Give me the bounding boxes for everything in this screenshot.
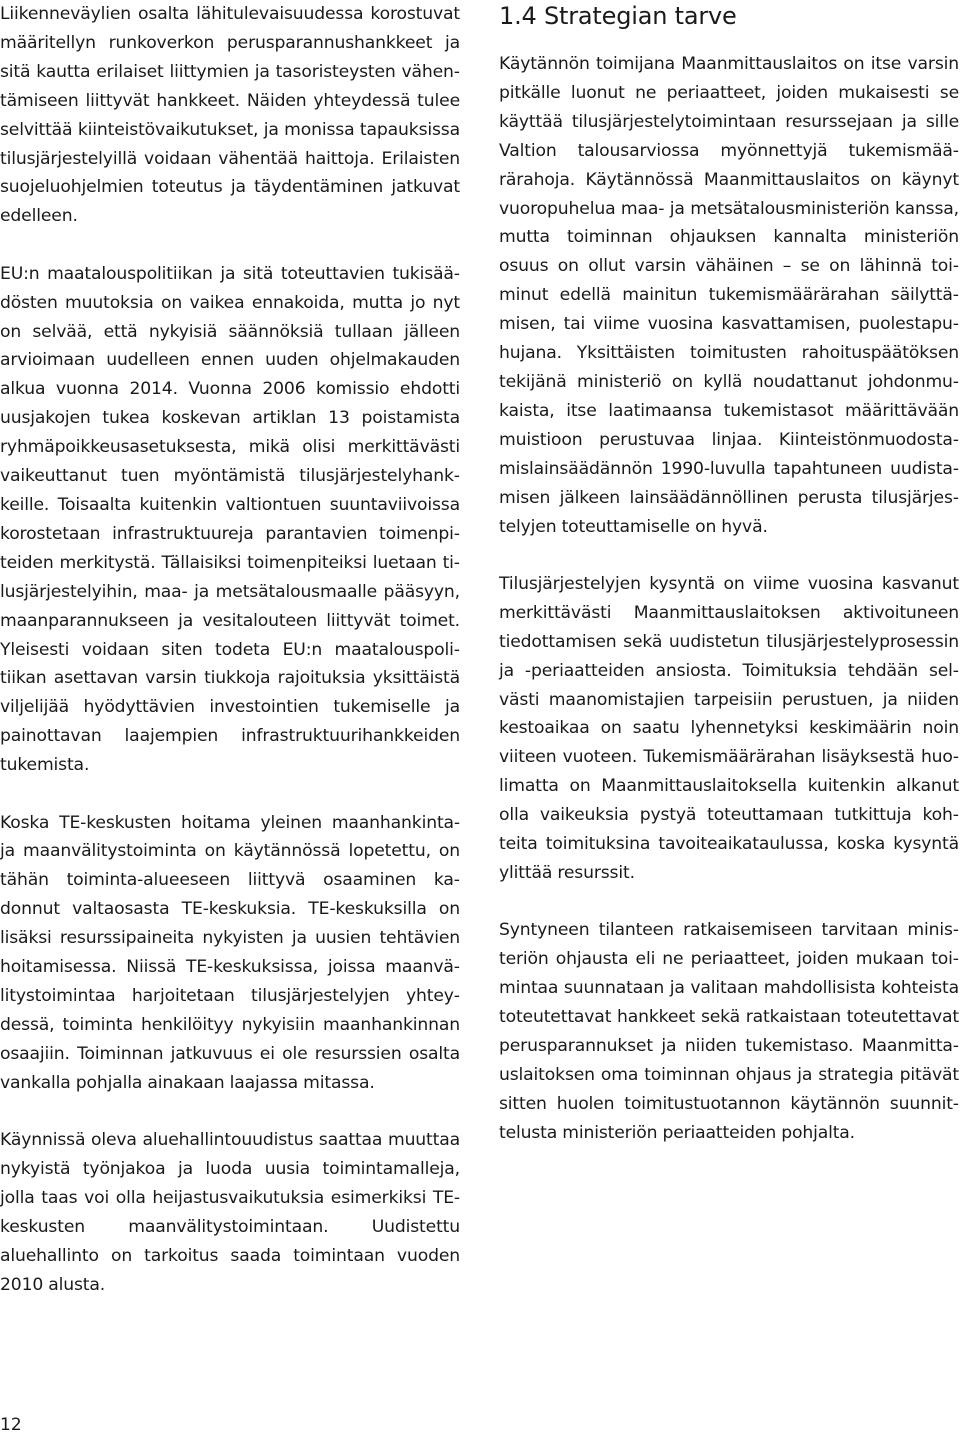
paragraph-spacer	[0, 1098, 460, 1127]
body-paragraph: Tilusjärjestelyjen kysyntä on viime vuosina kasvanut merkittävästi Maanmittauslaitoksen aktivoituneen tiedottamisen sekä uudistetun tilusjärjestelyprosessin ja -periaatteiden ansiosta. Toimituksia tehdään selvästi maanomistajien tarpeisiin perustuen, ja niiden kestoaikaa on saatu lyhennetyksi keskimäärin noin viiteen vuoteen. Tukemismäärärahan lisäyksestä huolimatta on Maanmittauslaitoksella kuitenkin alkanut olla vaikeuksia pystyä toteuttamaan tutkittuja kohteita toimituksina tavoiteaikataulussa, koska kysyntä ylittää resurssit.	[499, 573, 959, 883]
body-paragraph: Koska TE-keskusten hoitama yleinen maanhankinta- ja maanvälitystoiminta on käytännössä lopetettu, on tähän toiminta-alueeseen liittyvä osaaminen kadonnut valtaosasta TE-keskuksia. TE-keskuksilla on lisäksi resurssipaineita nykyisten ja uusien tehtävien hoitamisessa. Niissä TE-keskuksissa, joissa maanvälitystoimintaa harjoitetaan tilusjärjestelyjen yhteydessä, toiminta henkilöityy nykyisiin maanhankinnan osaajiin. Toiminnan jatkuvuus ei ole resurssien osalta vankalla pohjalla ainakaan laajassa mitassa.	[0, 812, 460, 1093]
body-paragraph: Käytännön toimijana Maanmittauslaitos on itse varsin pitkälle luonut ne periaatteet, joiden mukaisesti se käyttää tilusjärjestelytoimintaan resurssejaan ja sille Valtion talousarviossa myönnettyjä tukemismäärärahoja. Käytännössä Maanmittauslaitos on käynyt vuoropuhelua maa- ja metsätalousministeriön kanssa, mutta toiminnan ohjauksen kannalta ministeriön osuus on ollut varsin vähäinen – se on lähinnä toiminut edellä mainitun tukemismäärärahan säilyttämisen, tai viime vuosina kasvattamisen, puolestapuhujana. Yksittäisten toimitusten rahoituspäätöksen tekijänä ministeriö on kyllä noudattanut johdonmukaista, itse laatimaansa tukemistasot määrittävään muistioon perustuvaa linjaa. Kiinteistönmuodostamislainsäädännön 1990-luvulla tapahtuneen uudistamisen jälkeen lainsäädännöllinen perusta tilusjärjestelyjen toteuttamiselle on hyvä.	[499, 54, 959, 537]
body-paragraph: EU:n maatalouspolitiikan ja sitä toteuttavien tukisäädösten muutoksia on vaikea ennakoida, mutta jo nyt on selvää, että nykyisiä säännöksiä tullaan jälleen arvioimaan uudelleen ennen uuden ohjelmakauden alkua vuonna 2014. Vuonna 2006 komissio ehdotti uusjakojen tukea koskevan artiklan 13 poistamista ryhmäpoikkeusasetuksesta, mikä olisi merkittävästi vaikeuttanut tuen myöntämistä tilusjärjestelyhankkeille. Toisaalta kuitenkin valtiontuen suuntaviivoissa korostetaan infrastruktuureja parantavien toimenpiteiden merkitystä. Tällaisiksi toimenpiteiksi luetaan tilusjärjestelyihin, maa- ja metsätalousmaalle pääsyyn, maanparannukseen ja vesitalouteen liittyvät toimet. Yleisesti voidaan siten todeta EU:n maatalouspolitiikan asettavan varsin tiukkoja rajoituksia yksittäistä viljelijää hyödyttävien investointien tukemiselle ja painottavan laajempien infrastruktuurihankkeiden tukemista.	[0, 263, 460, 776]
paragraph-spacer	[499, 888, 959, 917]
paragraph-spacer	[499, 541, 959, 570]
section-heading: 1.4 Strategian tarve	[499, 2, 737, 30]
body-paragraph: Liikenneväylien osalta lähitulevaisuudessa korostuvat määritellyn runkoverkon perusparannushankkeet ja sitä kautta erilaiset liittymien ja tasoristeysten vähentämiseen liittyvät hankkeet. Näiden yhteydessä tulee selvittää kiinteistövaikutukset, ja monissa tapauksissa tilusjärjestelyillä voidaan vähentää haittoja. Erilaisten suojeluohjelmien toteutus ja täydentäminen jatkuvat edelleen.	[0, 4, 460, 227]
right-column	[499, 0, 959, 1148]
paragraph-spacer	[0, 231, 460, 260]
body-paragraph: Syntyneen tilanteen ratkaisemiseen tarvitaan ministeriön ohjausta eli ne periaatteet, joiden mukaan toimintaa suunnataan ja valitaan mahdollisista kohteista toteutettavat hankkeet sekä ratkaistaan toteutettavat perusparannukset ja niiden tukemistaso. Maanmittauslaitoksen oma toiminnan ohjaus ja strategia pitävät sitten huolen toimitustuotannon käytännön suunnittelusta ministeriön periaatteiden pohjalta.	[499, 920, 959, 1143]
page-number: 12	[0, 1415, 22, 1435]
paragraph-spacer	[0, 780, 460, 809]
left-column	[0, 0, 460, 1300]
body-paragraph: Käynnissä oleva aluehallintouudistus saattaa muuttaa nykyistä työnjakoa ja luoda uusia toimintamalleja, jolla taas voi olla heijastusvaikutuksia esimerkiksi TE-keskusten maanvälitystoimintaan. Uudistettu aluehallinto on tarkoitus saada toimintaan vuoden 2010 alusta.	[0, 1130, 460, 1295]
